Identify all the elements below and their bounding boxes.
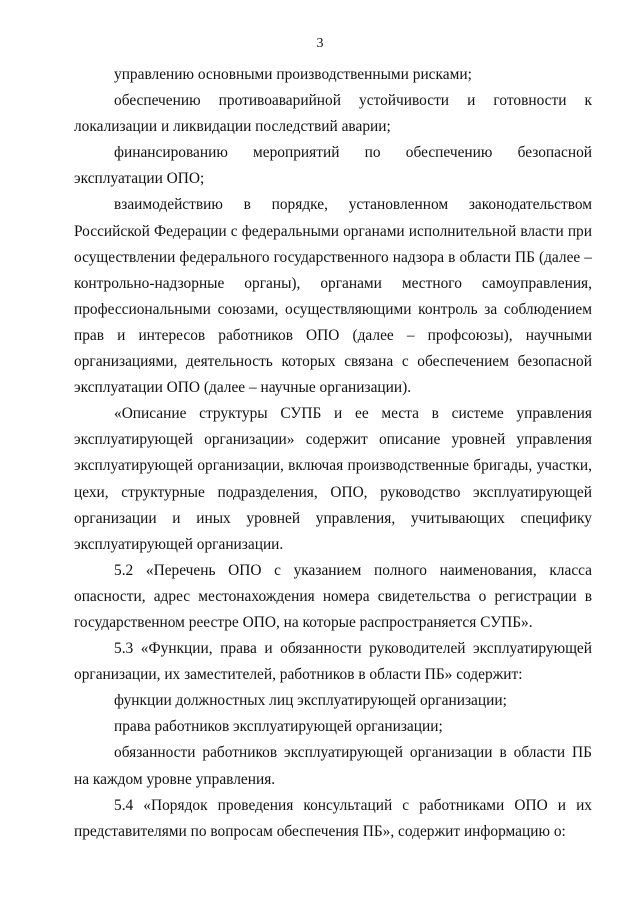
paragraph: взаимодействию в порядке, установленном законодательством Российской Федерации с федеральными органами исполнительной власти при осуществлении федерального государственного надзора в области ПБ (далее – контрольно-надзорные органы), органами местного самоуправления, профессиональными союзами, осуществляющими контроль за соблюдением прав и интересов работников ОПО (далее – профсоюзы), научными организациями, деятельность которых связана с обеспечением безопасной эксплуатации ОПО (далее – научные организации). bbox=[74, 196, 592, 397]
paragraph: управлению основными производственными рисками; bbox=[114, 66, 472, 83]
paragraph: обязанности работников эксплуатирующей организации в области ПБ на каждом уровне управления. bbox=[74, 744, 592, 788]
paragraph: 5.2 «Перечень ОПО с указанием полного наименования, класса опасности, адрес местонахождения номера свидетельства о регистрации в государственном реестре ОПО, на которые распространяется СУПБ». bbox=[74, 561, 592, 631]
paragraph: права работников эксплуатирующей организации; bbox=[114, 718, 443, 736]
paragraph: 5.4 «Порядок проведения консультаций с работниками ОПО и их представителями по вопросам обеспечения ПБ», содержит информацию о: bbox=[74, 796, 592, 840]
page-number: 3 bbox=[316, 36, 324, 51]
paragraph: финансированию мероприятий по обеспечению безопасной эксплуатации ОПО; bbox=[74, 144, 592, 188]
paragraph: «Описание структуры СУПБ и ее места в системе управления эксплуатирующей организации» содержит описание уровней управления эксплуатирующей организации, включая производственные бригады, участки, цехи, структурные подразделения, ОПО, руководство эксплуатирующей организации и иных уровней управления, учитывающих специфику эксплуатирующей организации. bbox=[74, 405, 592, 553]
paragraph: 5.3 «Функции, права и обязанности руководителей эксплуатирующей организации, их заместителей, работников в области ПБ» содержит: bbox=[74, 640, 592, 684]
document-body bbox=[74, 62, 592, 845]
paragraph: функции должностных лиц эксплуатирующей организации; bbox=[114, 692, 507, 710]
paragraph: обеспечению противоаварийной устойчивости и готовности к локализации и ликвидации последствий аварии; bbox=[74, 92, 592, 136]
